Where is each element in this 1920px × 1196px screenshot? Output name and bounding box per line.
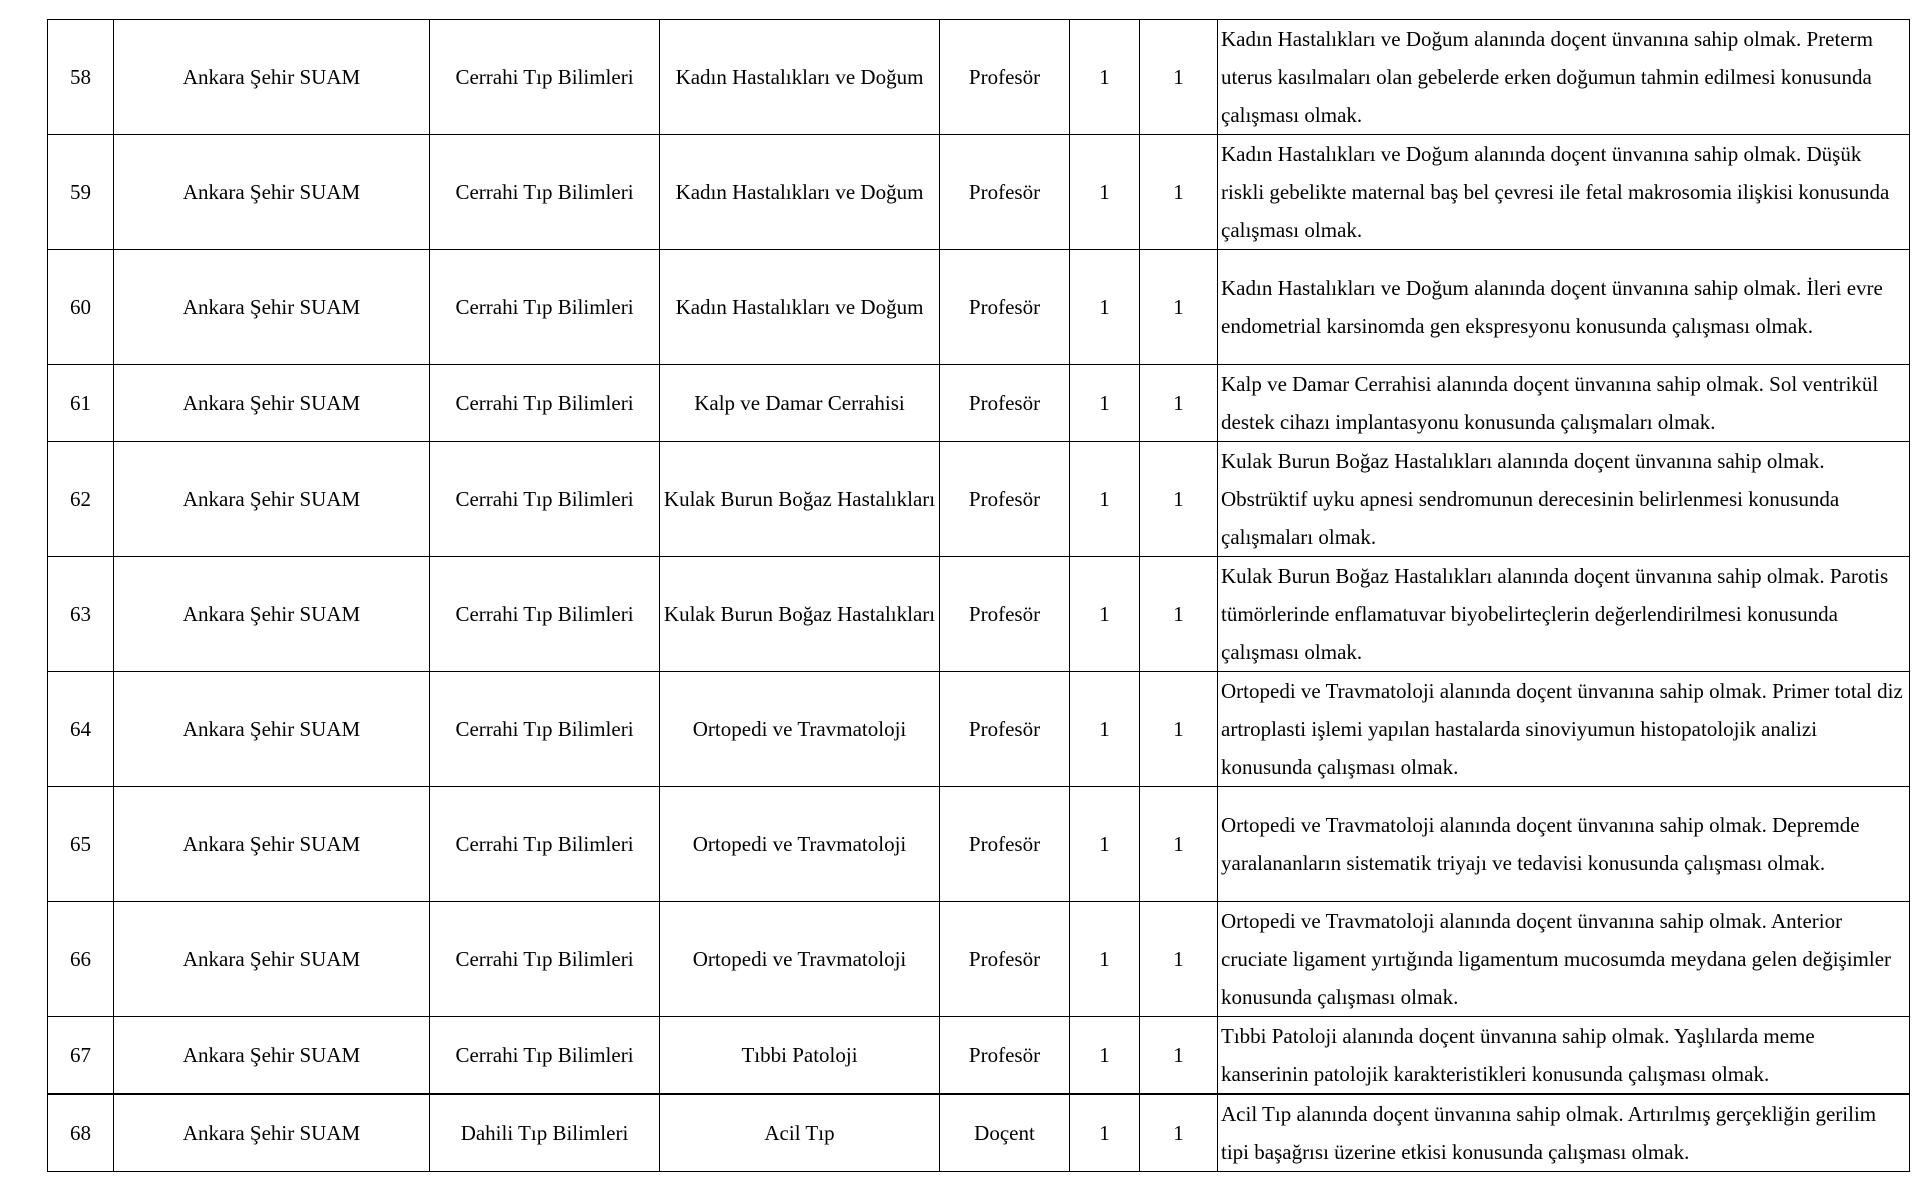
count-b-cell: 1 <box>1140 135 1218 250</box>
row-number: 67 <box>48 1017 114 1095</box>
row-number: 62 <box>48 442 114 557</box>
institution-cell: Ankara Şehir SUAM <box>114 135 430 250</box>
title-cell: Profesör <box>940 1017 1070 1095</box>
institution-cell: Ankara Şehir SUAM <box>114 1017 430 1095</box>
institution-cell: Ankara Şehir SUAM <box>114 1094 430 1172</box>
department-cell: Dahili Tıp Bilimleri <box>430 1094 660 1172</box>
department-cell: Cerrahi Tıp Bilimleri <box>430 672 660 787</box>
row-number: 64 <box>48 672 114 787</box>
count-a-cell: 1 <box>1070 442 1140 557</box>
count-b-cell: 1 <box>1140 1017 1218 1095</box>
count-b-cell: 1 <box>1140 787 1218 902</box>
department-cell: Cerrahi Tıp Bilimleri <box>430 365 660 442</box>
department-cell: Cerrahi Tıp Bilimleri <box>430 20 660 135</box>
specialty-cell: Ortopedi ve Travmatoloji <box>660 672 940 787</box>
requirement-cell: Kalp ve Damar Cerrahisi alanında doçent ünvanına sahip olmak. Sol ventrikül destek cihazı implantasyonu konusunda çalışmaları olmak. <box>1218 365 1910 442</box>
row-number: 59 <box>48 135 114 250</box>
title-cell: Profesör <box>940 365 1070 442</box>
count-b-cell: 1 <box>1140 672 1218 787</box>
table-row <box>48 365 1910 442</box>
department-cell: Cerrahi Tıp Bilimleri <box>430 902 660 1017</box>
institution-cell: Ankara Şehir SUAM <box>114 442 430 557</box>
department-cell: Cerrahi Tıp Bilimleri <box>430 557 660 672</box>
requirement-cell: Tıbbi Patoloji alanında doçent ünvanına sahip olmak. Yaşlılarda meme kanserinin patolojik karakteristikleri konusunda çalışması olmak. <box>1218 1017 1910 1095</box>
table-row <box>48 1017 1910 1095</box>
department-cell: Cerrahi Tıp Bilimleri <box>430 1017 660 1095</box>
title-cell: Profesör <box>940 902 1070 1017</box>
institution-cell: Ankara Şehir SUAM <box>114 787 430 902</box>
table-row <box>48 557 1910 672</box>
specialty-cell: Kadın Hastalıkları ve Doğum <box>660 135 940 250</box>
row-number: 68 <box>48 1094 114 1172</box>
institution-cell: Ankara Şehir SUAM <box>114 557 430 672</box>
department-cell: Cerrahi Tıp Bilimleri <box>430 787 660 902</box>
count-a-cell: 1 <box>1070 1017 1140 1095</box>
table-row <box>48 20 1910 135</box>
count-b-cell: 1 <box>1140 20 1218 135</box>
specialty-cell: Kadın Hastalıkları ve Doğum <box>660 250 940 365</box>
requirement-cell: Kulak Burun Boğaz Hastalıkları alanında doçent ünvanına sahip olmak. Obstrüktif uyku apnesi sendromunun derecesinin belirlenmesi konusunda çalışmaları olmak. <box>1218 442 1910 557</box>
specialty-cell: Kulak Burun Boğaz Hastalıkları <box>660 442 940 557</box>
requirement-cell: Kadın Hastalıkları ve Doğum alanında doçent ünvanına sahip olmak. Düşük riskli gebelikte maternal baş bel çevresi ile fetal makrosomia ilişkisi konusunda çalışması olmak. <box>1218 135 1910 250</box>
requirement-cell: Ortopedi ve Travmatoloji alanında doçent ünvanına sahip olmak. Anterior cruciate ligament yırtığında ligamentum mucosumda meydana gelen değişimler konusunda çalışması olmak. <box>1218 902 1910 1017</box>
institution-cell: Ankara Şehir SUAM <box>114 250 430 365</box>
specialty-cell: Ortopedi ve Travmatoloji <box>660 787 940 902</box>
table-row <box>48 902 1910 1017</box>
count-a-cell: 1 <box>1070 902 1140 1017</box>
count-a-cell: 1 <box>1070 365 1140 442</box>
count-b-cell: 1 <box>1140 442 1218 557</box>
department-cell: Cerrahi Tıp Bilimleri <box>430 250 660 365</box>
count-b-cell: 1 <box>1140 1094 1218 1172</box>
requirement-cell: Acil Tıp alanında doçent ünvanına sahip olmak. Artırılmış gerçekliğin gerilim tipi başağrısı üzerine etkisi konusunda çalışması olmak. <box>1218 1094 1910 1172</box>
institution-cell: Ankara Şehir SUAM <box>114 20 430 135</box>
specialty-cell: Tıbbi Patoloji <box>660 1017 940 1095</box>
requirement-cell: Kadın Hastalıkları ve Doğum alanında doçent ünvanına sahip olmak. İleri evre endometrial karsinomda gen ekspresyonu konusunda çalışması olmak. <box>1218 250 1910 365</box>
title-cell: Profesör <box>940 135 1070 250</box>
row-number: 58 <box>48 20 114 135</box>
requirement-cell: Ortopedi ve Travmatoloji alanında doçent ünvanına sahip olmak. Primer total diz artroplasti işlemi yapılan hastalarda sinoviyumun histopatolojik analizi konusunda çalışması olmak. <box>1218 672 1910 787</box>
specialty-cell: Acil Tıp <box>660 1094 940 1172</box>
institution-cell: Ankara Şehir SUAM <box>114 902 430 1017</box>
requirement-cell: Kadın Hastalıkları ve Doğum alanında doçent ünvanına sahip olmak. Preterm uterus kasılmaları olan gebelerde erken doğumun tahmin edilmesi konusunda çalışması olmak. <box>1218 20 1910 135</box>
count-a-cell: 1 <box>1070 135 1140 250</box>
count-b-cell: 1 <box>1140 557 1218 672</box>
requirement-cell: Ortopedi ve Travmatoloji alanında doçent ünvanına sahip olmak. Depremde yaralananların sistematik triyajı ve tedavisi konusunda çalışması olmak. <box>1218 787 1910 902</box>
specialty-cell: Kulak Burun Boğaz Hastalıkları <box>660 557 940 672</box>
institution-cell: Ankara Şehir SUAM <box>114 672 430 787</box>
title-cell: Profesör <box>940 672 1070 787</box>
row-number: 63 <box>48 557 114 672</box>
specialty-cell: Kadın Hastalıkları ve Doğum <box>660 20 940 135</box>
table-row <box>48 250 1910 365</box>
row-number: 65 <box>48 787 114 902</box>
title-cell: Profesör <box>940 250 1070 365</box>
institution-cell: Ankara Şehir SUAM <box>114 365 430 442</box>
count-b-cell: 1 <box>1140 250 1218 365</box>
department-cell: Cerrahi Tıp Bilimleri <box>430 135 660 250</box>
row-number: 60 <box>48 250 114 365</box>
count-b-cell: 1 <box>1140 902 1218 1017</box>
count-a-cell: 1 <box>1070 557 1140 672</box>
row-number: 66 <box>48 902 114 1017</box>
staff-positions-table <box>47 19 1910 1172</box>
title-cell: Profesör <box>940 20 1070 135</box>
row-number: 61 <box>48 365 114 442</box>
count-a-cell: 1 <box>1070 1094 1140 1172</box>
table-row <box>48 672 1910 787</box>
title-cell: Profesör <box>940 442 1070 557</box>
table-row <box>48 787 1910 902</box>
table-row <box>48 1094 1910 1172</box>
count-b-cell: 1 <box>1140 365 1218 442</box>
requirement-cell: Kulak Burun Boğaz Hastalıkları alanında doçent ünvanına sahip olmak. Parotis tümörlerinde enflamatuvar biyobelirteçlerin değerlendirilmesi konusunda çalışması olmak. <box>1218 557 1910 672</box>
count-a-cell: 1 <box>1070 20 1140 135</box>
table-row <box>48 135 1910 250</box>
specialty-cell: Kalp ve Damar Cerrahisi <box>660 365 940 442</box>
specialty-cell: Ortopedi ve Travmatoloji <box>660 902 940 1017</box>
title-cell: Profesör <box>940 787 1070 902</box>
department-cell: Cerrahi Tıp Bilimleri <box>430 442 660 557</box>
count-a-cell: 1 <box>1070 787 1140 902</box>
table-row <box>48 442 1910 557</box>
title-cell: Profesör <box>940 557 1070 672</box>
count-a-cell: 1 <box>1070 672 1140 787</box>
count-a-cell: 1 <box>1070 250 1140 365</box>
title-cell: Doçent <box>940 1094 1070 1172</box>
